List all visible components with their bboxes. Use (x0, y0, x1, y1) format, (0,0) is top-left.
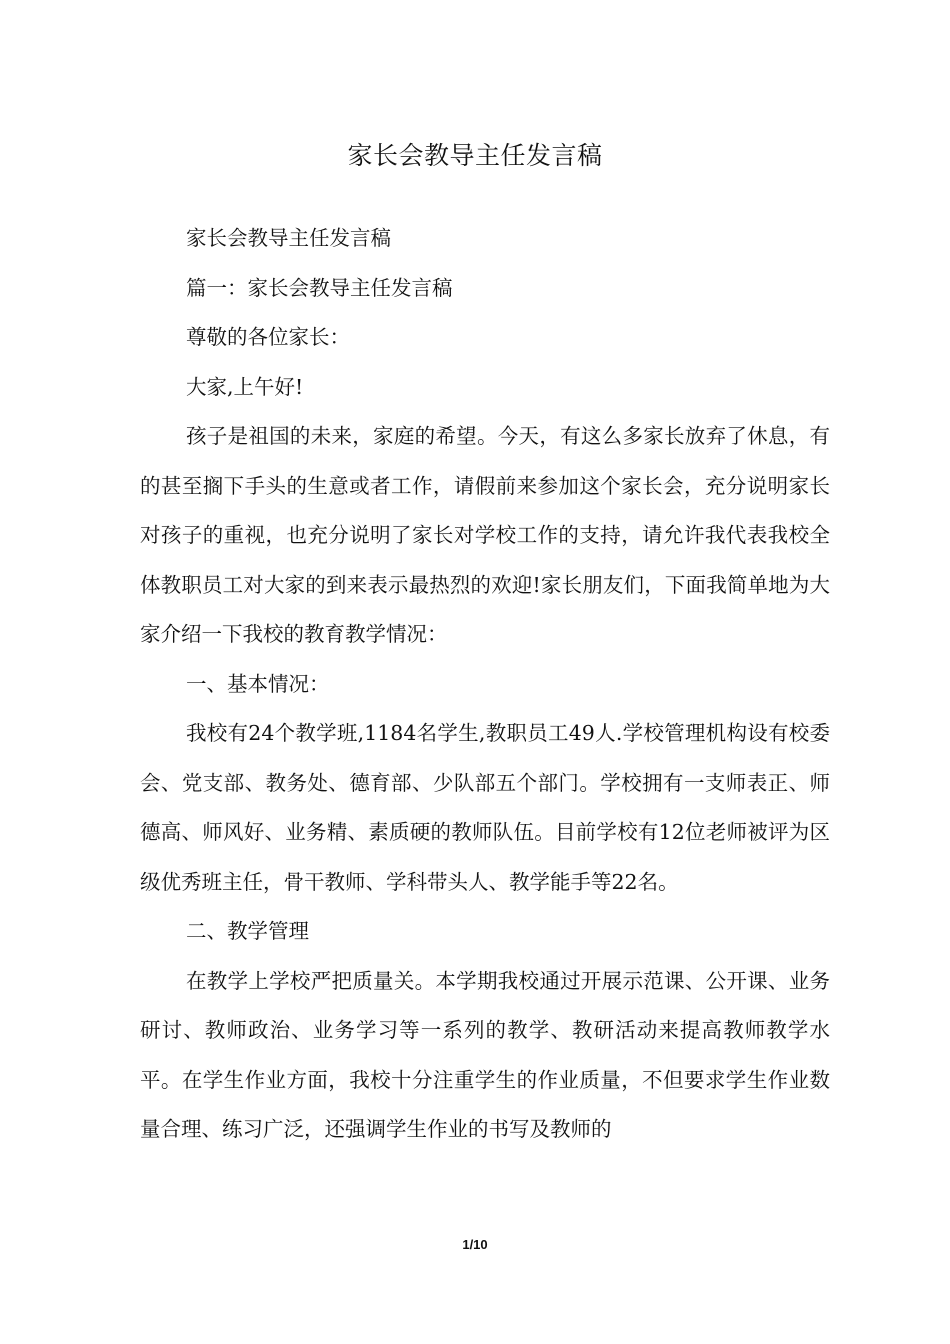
paragraph-salutation: 尊敬的各位家长： (186, 325, 350, 349)
document-title: 家长会教导主任发言稿 (347, 141, 603, 170)
paragraph-section-heading-basic: 一、基本情况： (186, 671, 330, 696)
document-body (140, 214, 830, 1155)
paragraph-chapter-heading: 篇一：家长会教导主任发言稿 (186, 275, 453, 300)
paragraph-section-heading-teaching: 二、教学管理 (186, 919, 309, 943)
paragraph-greeting: 大家,上午好! (186, 374, 304, 399)
paragraph-basic-info: 我校有24个教学班,1184名学生,教职员工49人.学校管理机构设有校委会、党支部、教务处、德育部、少队部五个部门。学校拥有一支师表正、师德高、师风好、业务精、素质硬的教师队伍。目前学校有12位老师被评为区级优秀班主任，骨干教师、学科带头人、教学能手等22名。 (140, 721, 830, 894)
paragraph-teaching-management: 在教学上学校严把质量关。本学期我校通过开展示范课、公开课、业务研讨、教师政治、业务学习等一系列的教学、教研活动来提高教师教学水平。在学生作业方面，我校十分注重学生的作业质量，不但要求学生作业数量合理、练习广泛，还强调学生作业的书写及教师的 (140, 968, 830, 1141)
paragraph-welcome: 孩子是祖国的未来，家庭的希望。今天，有这么多家长放弃了休息，有的甚至搁下手头的生意或者工作，请假前来参加这个家长会，充分说明家长对孩子的重视，也充分说明了家长对学校工作的支持，请允许我代表我校全体教职员工对大家的到来表示最热烈的欢迎!家长朋友们，下面我简单地为大家介绍一下我校的教育教学情况： (140, 424, 830, 646)
paragraph-subtitle: 家长会教导主任发言稿 (186, 226, 391, 250)
page-number: 1/10 (462, 1237, 488, 1252)
